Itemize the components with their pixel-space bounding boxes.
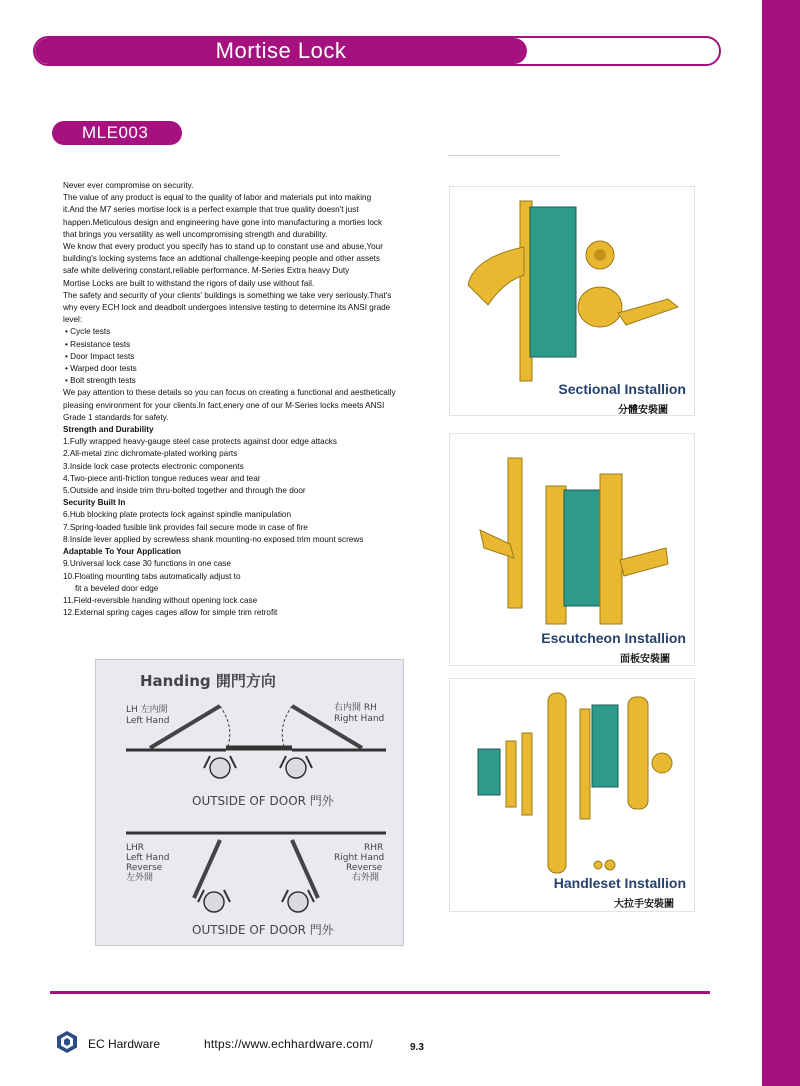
text-line: Grade 1 standards for safety.	[63, 412, 169, 422]
sectional-caption: Sectional Installion	[558, 381, 686, 397]
text-line: The value of any product is equal to the quality of labor and materials put into making	[63, 193, 372, 203]
text-line: why every ECH lock and deadbolt undergoes intensive testing to determine its ANSI grade	[63, 303, 391, 313]
handing-title: Handing 開門方向	[140, 672, 276, 690]
text-line: We pay attention to these details so you can focus on creating a functional and aesthetically	[63, 388, 396, 398]
handleset-installation-panel	[449, 678, 695, 912]
sectional-installation-panel	[449, 186, 695, 416]
sectional-caption-chinese: 分體安裝圖	[618, 405, 668, 416]
door-row-2	[194, 840, 318, 912]
handing-diagram-drawing	[96, 660, 405, 947]
handing-lhr-english: Left Hand	[126, 853, 170, 863]
divider-thin	[448, 155, 560, 156]
feature-item: 3.Inside lock case protects electronic components	[63, 461, 244, 471]
test-item-label: Resistance tests	[70, 339, 131, 349]
test-item: • Bolt strength tests	[65, 376, 136, 386]
footer-website-link[interactable]: https://www.echhardware.com/	[204, 1037, 374, 1051]
feature-item: 8.Inside lever applied by screwless shank mounting-no exposed trim mount screws	[63, 534, 364, 544]
handing-lhr-label: LHR	[126, 843, 145, 853]
test-item-label: Warped door tests	[70, 364, 137, 374]
feature-item: 6.Hub blocking plate protects lock against spindle manipulation	[63, 510, 292, 520]
page-title: Mortise Lock	[215, 38, 347, 63]
test-item: • Cycle tests	[65, 327, 111, 337]
text-line: building's locking systems face an addtional challenge-keeping people and other assets	[63, 254, 380, 264]
test-item-label: Door Impact tests	[70, 351, 135, 361]
ec-hardware-logo-icon	[56, 1030, 78, 1054]
handing-lhr-chinese: 左外開	[126, 873, 154, 883]
feature-item: 10.Floating mounting tabs automatically adjust to	[63, 571, 241, 581]
escutcheon-installation-panel	[449, 433, 695, 666]
description-text	[63, 180, 435, 619]
section-heading-strength: Strength and Durability	[63, 425, 154, 435]
text-line: pleasing environment for your clients.In fact,enery one of our M-Series locks meets ANSI	[63, 400, 385, 410]
title-banner	[33, 36, 721, 66]
section-heading-security: Security Built In	[63, 498, 126, 508]
handing-rh-english: Right Hand	[334, 714, 385, 724]
test-item-label: Bolt strength tests	[70, 376, 136, 386]
handing-outside-label-2: OUTSIDE OF DOOR 門外	[192, 923, 334, 937]
text-line: Mortise Locks are built to withstand the rigors of daily use without fail.	[63, 278, 315, 288]
handing-diagram	[95, 659, 404, 946]
feature-item: 11.Field-reversible handing without opening lock case	[63, 595, 258, 605]
feature-item: 12.External spring cages cages allow for simple trim retrofit	[63, 608, 278, 618]
text-line: The safety and security of your clients' buildings is something we take very seriously.That's	[63, 290, 392, 300]
text-line: happen.Meticulous design and engineering have gone into manufacturing a morties lock	[63, 217, 383, 227]
feature-item: 9.Universal lock case 30 functions in one case	[63, 559, 231, 569]
text-line: We know that every product you specify has to stand up to constant use and abuse,Your	[63, 242, 383, 252]
section-heading-adaptable: Adaptable To Your Application	[63, 547, 181, 557]
handing-outside-label-1: OUTSIDE OF DOOR 門外	[192, 794, 334, 808]
text-line: it.And the M7 series mortise lock is a perfect example that true quality doesn't just	[63, 205, 359, 215]
page-number: 9.3	[410, 1042, 424, 1053]
side-accent-band	[762, 0, 800, 1086]
handing-rhr-reverse: Reverse	[346, 863, 383, 873]
escutcheon-caption-chinese: 面板安裝圖	[620, 654, 670, 665]
feature-item: 7.Spring-loaded fusible link provides fail secure mode in case of fire	[63, 522, 308, 532]
handing-rh-label: 右内開 RH	[334, 703, 377, 713]
feature-item: 4.Two-piece anti-friction tongue reduces wear and tear	[63, 473, 261, 483]
handing-rhr-label: RHR	[364, 843, 384, 853]
text-line: that brings you versatility as well uncompromising strength and durability.	[63, 229, 328, 239]
handing-lh-english: Left Hand	[126, 716, 170, 726]
test-item: • Warped door tests	[65, 364, 137, 374]
text-line: level:	[63, 315, 83, 325]
model-badge: MLE003	[52, 121, 182, 145]
handleset-caption: Handleset Installion	[553, 875, 686, 891]
test-item: • Resistance tests	[65, 339, 131, 349]
feature-item-continuation: fit a beveled door edge	[75, 583, 159, 593]
test-item: • Door Impact tests	[65, 351, 135, 361]
text-line: safe white delivering constant,reliable performance. M-Series Extra heavy Duty	[63, 266, 350, 276]
footer-divider	[50, 991, 710, 994]
feature-item: 2.All-metal zinc dichromate-plated working parts	[63, 449, 238, 459]
test-item-label: Cycle tests	[70, 327, 111, 337]
handleset-caption-chinese: 大拉手安裝圖	[614, 899, 674, 910]
text-line: Never ever compromise on security.	[63, 181, 194, 190]
feature-item: 5.Outside and inside trim thru-bolted together and through the door	[63, 486, 306, 496]
handing-lh-label: LH 左内開	[126, 705, 168, 715]
footer-brand-name: EC Hardware	[88, 1037, 161, 1051]
handing-rhr-chinese: 右外開	[352, 873, 380, 883]
feature-item: 1.Fully wrapped heavy-gauge steel case protects against door edge attacks	[63, 437, 337, 447]
handing-lhr-reverse: Reverse	[126, 863, 163, 873]
escutcheon-caption: Escutcheon Installion	[541, 630, 686, 646]
handing-rhr-english: Right Hand	[334, 853, 385, 863]
